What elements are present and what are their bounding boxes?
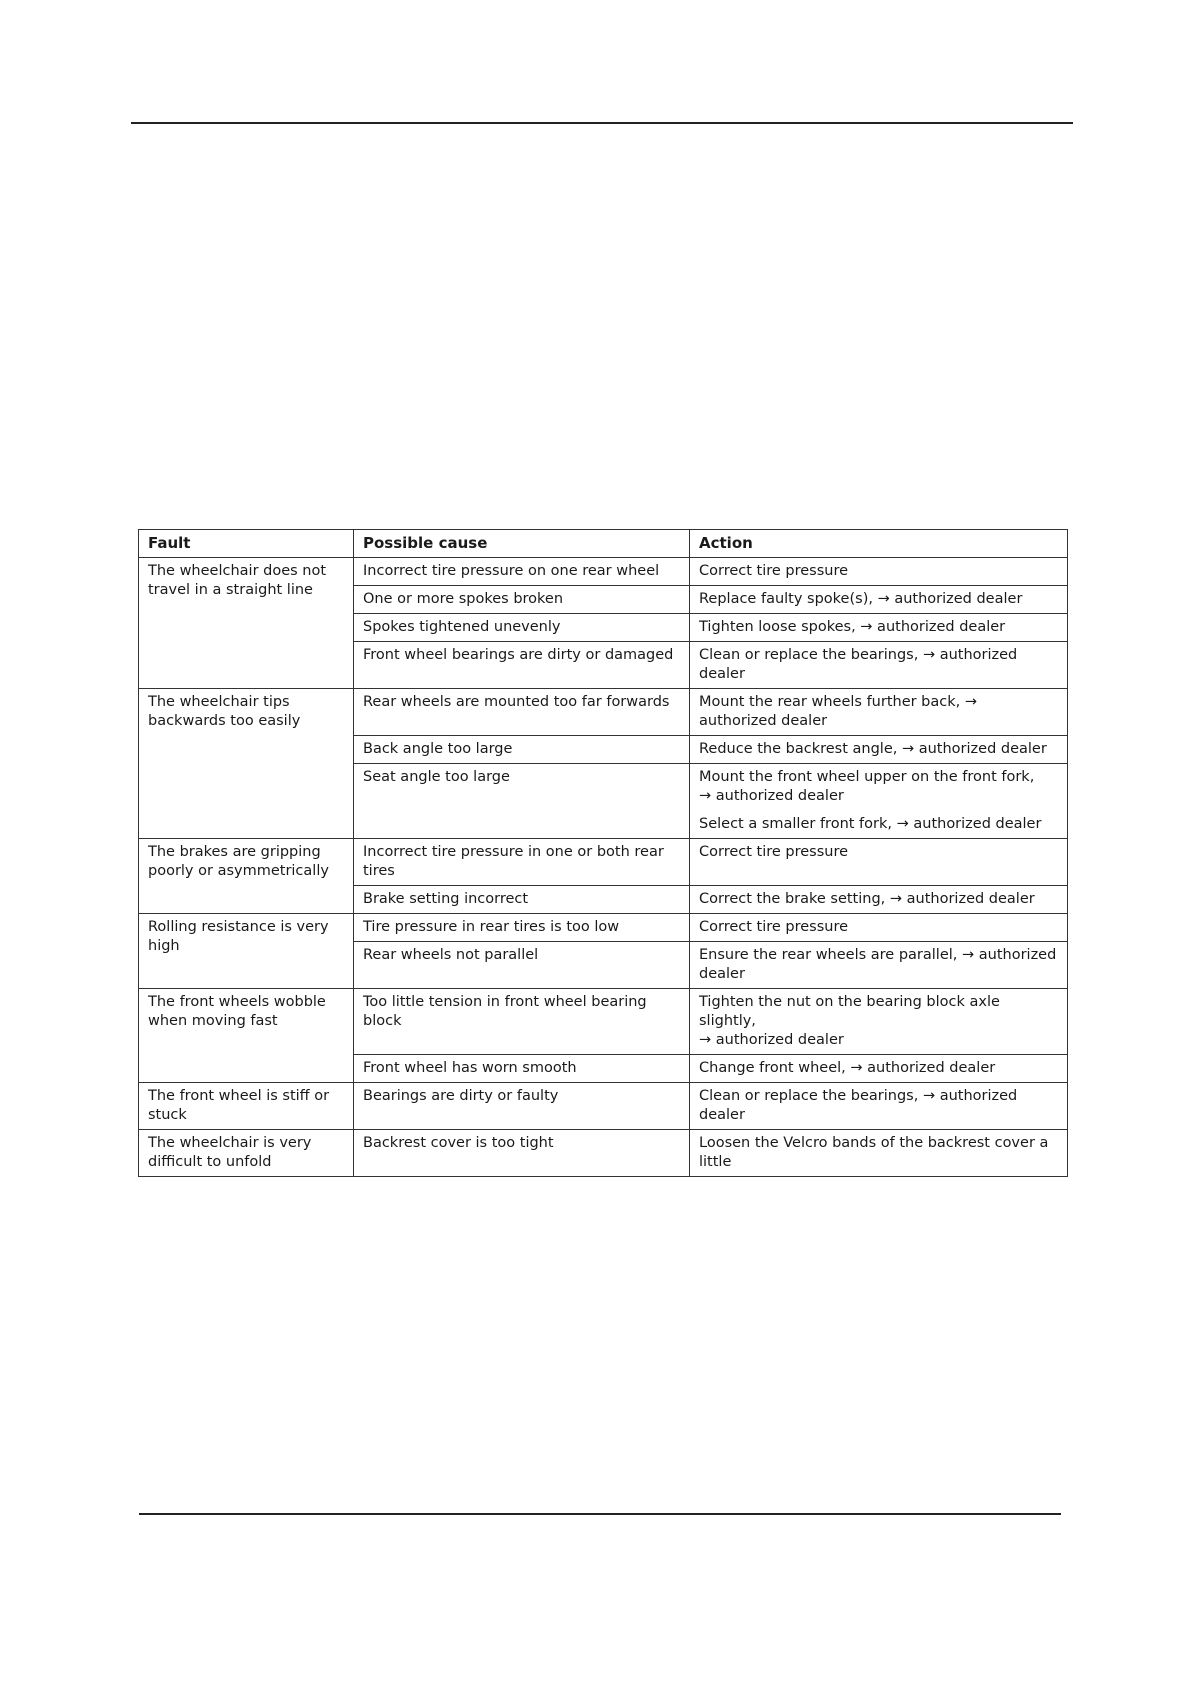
action-cell: Clean or replace the bearings, → authorized dealer <box>690 1083 1068 1130</box>
action-cell <box>690 989 1068 1055</box>
fault-cell: The front wheel is stiff or stuck <box>139 1083 354 1130</box>
action-cell: Correct tire pressure <box>690 558 1068 586</box>
table-header-row <box>139 530 1068 558</box>
cause-cell: Backrest cover is too tight <box>354 1130 690 1177</box>
action-line: Select a smaller front fork, → authorized dealer <box>699 816 1042 832</box>
action-cell: Mount the rear wheels further back, → authorized dealer <box>690 689 1068 736</box>
action-line: Mount the front wheel upper on the front fork, <box>699 769 1035 785</box>
action-cell: Clean or replace the bearings, → authorized dealer <box>690 642 1068 689</box>
footer-rule <box>139 1513 1061 1515</box>
cause-cell: Back angle too large <box>354 736 690 764</box>
action-cell: Change front wheel, → authorized dealer <box>690 1055 1068 1083</box>
table-row <box>139 914 1068 942</box>
action-line: → authorized dealer <box>699 1032 844 1048</box>
table-row <box>139 839 1068 886</box>
action-cell: Ensure the rear wheels are parallel, → authorized dealer <box>690 942 1068 989</box>
header-action: Action <box>690 530 1068 558</box>
action-gap <box>699 806 1059 815</box>
table-row <box>139 1130 1068 1177</box>
fault-cell: The wheelchair tips backwards too easily <box>139 689 354 839</box>
fault-cell: The front wheels wobble when moving fast <box>139 989 354 1083</box>
table-row <box>139 989 1068 1055</box>
cause-cell: Tire pressure in rear tires is too low <box>354 914 690 942</box>
cause-cell: Bearings are dirty or faulty <box>354 1083 690 1130</box>
cause-cell: Rear wheels are mounted too far forwards <box>354 689 690 736</box>
action-cell: Correct tire pressure <box>690 839 1068 886</box>
fault-cell: The brakes are gripping poorly or asymmetrically <box>139 839 354 914</box>
table-row <box>139 558 1068 586</box>
action-cell: Reduce the backrest angle, → authorized dealer <box>690 736 1068 764</box>
header-possible-cause: Possible cause <box>354 530 690 558</box>
table-row <box>139 1083 1068 1130</box>
action-cell: Correct tire pressure <box>690 914 1068 942</box>
cause-cell: Incorrect tire pressure in one or both rear tires <box>354 839 690 886</box>
table-row <box>139 689 1068 736</box>
action-line: Tighten the nut on the bearing block axle slightly, <box>699 994 1000 1029</box>
fault-cell: The wheelchair does not travel in a straight line <box>139 558 354 689</box>
cause-cell: Spokes tightened unevenly <box>354 614 690 642</box>
cause-cell: Rear wheels not parallel <box>354 942 690 989</box>
cause-cell: Front wheel bearings are dirty or damaged <box>354 642 690 689</box>
cause-cell: Seat angle too large <box>354 764 690 839</box>
action-cell <box>690 764 1068 839</box>
cause-cell: Incorrect tire pressure on one rear wheel <box>354 558 690 586</box>
action-line: → authorized dealer <box>699 788 844 804</box>
fault-cell: The wheelchair is very difficult to unfold <box>139 1130 354 1177</box>
cause-cell: One or more spokes broken <box>354 586 690 614</box>
troubleshooting-table <box>138 529 1068 1177</box>
cause-cell: Brake setting incorrect <box>354 886 690 914</box>
fault-cell: Rolling resistance is very high <box>139 914 354 989</box>
action-cell: Replace faulty spoke(s), → authorized dealer <box>690 586 1068 614</box>
header-rule <box>131 122 1073 124</box>
cause-cell: Too little tension in front wheel bearing block <box>354 989 690 1055</box>
action-cell: Tighten loose spokes, → authorized dealer <box>690 614 1068 642</box>
cause-cell: Front wheel has worn smooth <box>354 1055 690 1083</box>
action-cell: Correct the brake setting, → authorized dealer <box>690 886 1068 914</box>
header-fault: Fault <box>139 530 354 558</box>
action-cell: Loosen the Velcro bands of the backrest cover a little <box>690 1130 1068 1177</box>
